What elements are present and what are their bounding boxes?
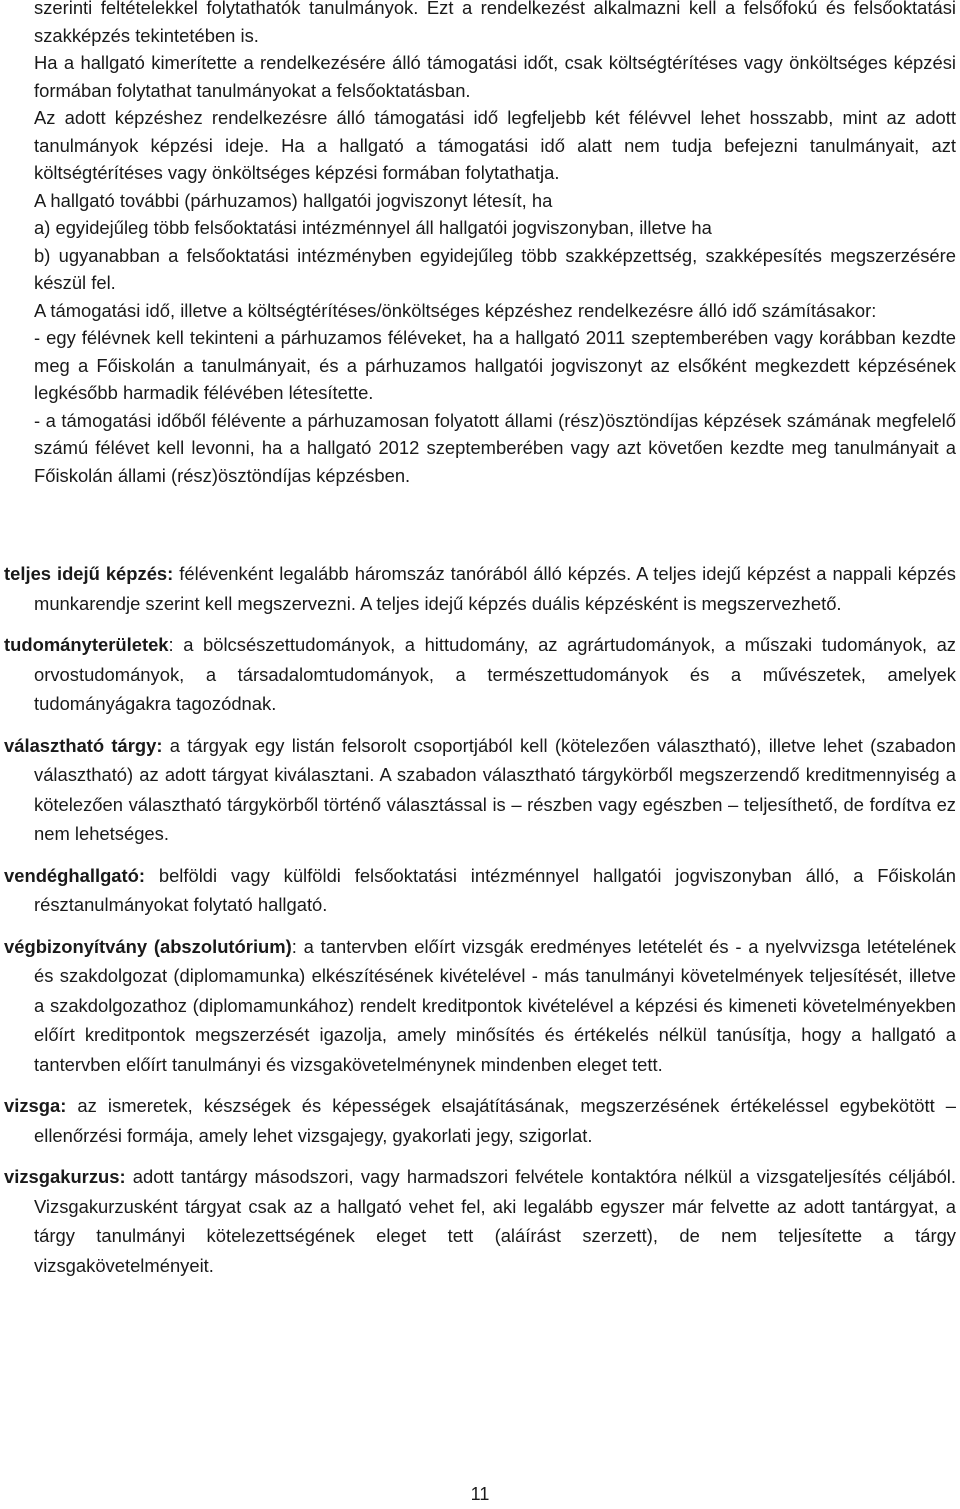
definition-term: vizsgakurzus: bbox=[4, 1166, 126, 1187]
intro-paragraph: A hallgató további (párhuzamos) hallgatói jogviszonyt létesít, ha bbox=[34, 189, 553, 211]
definition-entry bbox=[0, 1091, 956, 1150]
definition-term: tudományterületek bbox=[4, 634, 169, 655]
definition-text: félévenként legalább háromszáz tanórából álló képzés. A teljes idejű képzést a nappali képzés munkarendje szerint kell megszervezni. A teljes idejű képzés duális képzésként is megszervezhető. bbox=[34, 563, 956, 614]
intro-paragraph: Ha a hallgató kimerítette a rendelkezésére álló támogatási időt, csak költségtérítéses vagy önköltséges képzési formában folytathat tanulmányokat a felsőoktatásban. bbox=[34, 52, 956, 101]
definition-text: a tárgyak egy listán felsorolt csoportjából kell (kötelezően választható), illetve lehet (szabadon választható) az adott tárgyat kiválasztani. A szabadon választható tárgykörből megszerzendő kreditmennyiség a kötelezően választható tárgykörből történő választással is – részben vagy egészben – teljesíthető, de fordítva ez nem lehetséges. bbox=[34, 734, 956, 844]
definition-entry bbox=[0, 932, 956, 1080]
definition-text: adott tantárgy másodszori, vagy harmadszori felvétele kontaktóra nélkül a vizsgateljesítés céljából. Vizsgakurzusként tárgyat csak az a hallgató vehet fel, aki legalább egyszer már felvette az adott tantárgyat, a tárgy tanulmányi kötelezettségének eleget tett (aláírást szerzett), de nem teljesítette a tárgy vizsgakövetelményeit. bbox=[34, 1166, 956, 1276]
definition-entry bbox=[0, 731, 956, 849]
definition-term: vendéghallgató: bbox=[4, 864, 146, 886]
definition-term: vizsga: bbox=[4, 1095, 67, 1116]
intro-paragraph: a) egyidejűleg több felsőoktatási intézménnyel áll hallgatói jogviszonyban, illetve ha bbox=[34, 217, 712, 238]
intro-paragraph: - a támogatási időből félévente a párhuzamosan folyatott állami (rész)ösztöndíjas képzések számának megfelelő számú félévet kell levonni, ha a hallgató 2012 szeptemberében vagy azt követően kezdte meg tanulmányait a Főiskolán állami (rész)ösztöndíjas képzésben. bbox=[34, 409, 956, 486]
definition-text: : a tantervben előírt vizsgák eredményes letételét és - a nyelvvizsga letételének és szakdolgozat (diplomamunka) elkészítésének kivételével - más tanulmányi követelmények teljesítését, illetve a szakdolgozathoz (diplomamunkához) rendelt kreditpontok kivételével a képzési és kimeneti követelményekben előírt kreditpontok megszerzését igazolja, amely minősítés és értékelés nélkül tanúsítja, hogy a hallgató a tantervben előírt tanulmányi és vizsgakövetelménynek mindenben eleget tett. bbox=[34, 935, 957, 1075]
intro-section bbox=[34, 0, 956, 489]
definition-term: teljes idejű képzés: bbox=[4, 563, 174, 584]
definition-term: végbizonyítvány (abszolutórium) bbox=[4, 935, 292, 957]
definition-text: az ismeretek, készségek és képességek elsajátításának, megszerzésének értékeléssel egybekötött – ellenőrzési formája, amely lehet vizsgajegy, gyakorlati jegy, szigorlat. bbox=[34, 1095, 956, 1146]
definition-entry bbox=[0, 630, 956, 719]
intro-paragraph: - egy félévnek kell tekinteni a párhuzamos féléveket, ha a hallgató 2011 szeptemberében vagy korábban kezdte meg a Főiskolán a tanulmányait, és a párhuzamos hallgatói jogviszonyt az elsőként megkezdett képzésének legkésőbb harmadik félévében létesítette. bbox=[34, 327, 956, 403]
definition-text: : a bölcsészettudományok, a hittudomány, az agrártudományok, a műszaki tudományok, az orvostudományok, a társadalomtudományok, a természettudományok és a művészetek, amelyek tudományágakra tagozódnak. bbox=[34, 634, 956, 714]
definition-entry bbox=[0, 559, 956, 618]
definition-text: belföldi vagy külföldi felsőoktatási intézménnyel hallgatói jogviszonyban álló, a Főiskolán résztanulmányokat folytató hallgató. bbox=[34, 864, 956, 915]
intro-paragraph: szerinti feltételekkel folytathatók tanulmányok. Ezt a rendelkezést alkalmazni kell a felsőfokú és felsőoktatási szakképzés tekintetében is. bbox=[34, 0, 956, 46]
page-number: 11 bbox=[470, 1484, 490, 1504]
intro-paragraph: A támogatási idő, illetve a költségtérítéses/önköltséges képzéshez rendelkezésre álló idő számításakor: bbox=[34, 299, 877, 321]
definition-entry bbox=[0, 1162, 956, 1280]
intro-paragraph: b) ugyanabban a felsőoktatási intézményben egyidejűleg több szakképzettség, szakképesítés megszerzésére készül fel. bbox=[34, 244, 956, 293]
definition-entry bbox=[0, 861, 956, 920]
definition-term: választható tárgy: bbox=[4, 734, 163, 756]
definitions-list bbox=[0, 559, 956, 1292]
intro-paragraph: Az adott képzéshez rendelkezésre álló támogatási idő legfeljebb két félévvel lehet hosszabb, mint az adott tanulmányok képzési ideje. Ha a hallgató a támogatási idő alatt nem tudja befejezni tanulmányait, azt költségtérítéses vagy önköltséges képzési formában folytathatja. bbox=[34, 107, 956, 183]
